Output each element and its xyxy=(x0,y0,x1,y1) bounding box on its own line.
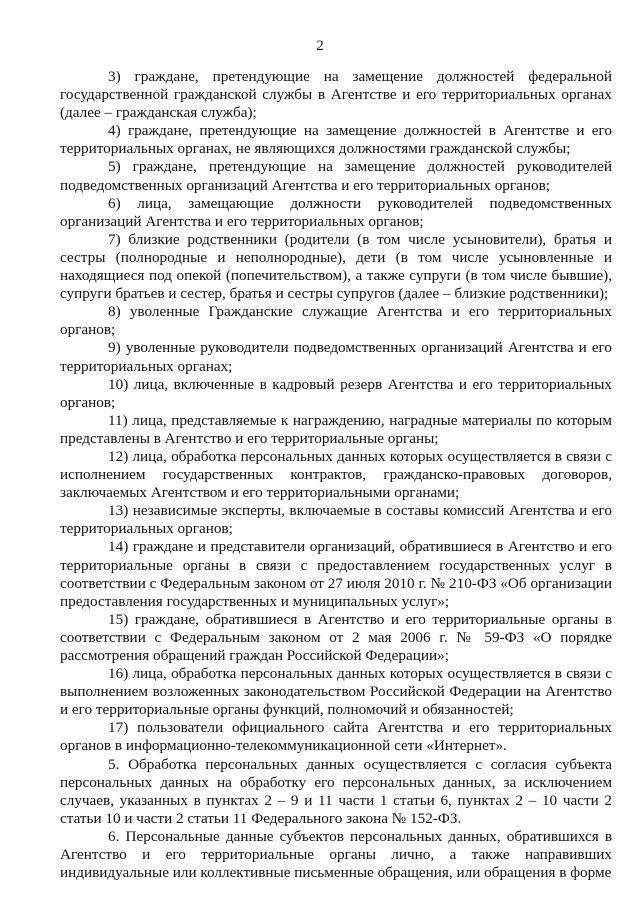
paragraph: 15) граждане, обратившиеся в Агентство и его территориальные органы в соответствии с Федеральным законом от 2 мая 2006 г. № 59-ФЗ «О порядке рассмотрения обращений граждан Российской Федерации»; xyxy=(60,610,612,664)
paragraph: 12) лица, обработка персональных данных которых осуществляется в связи с исполнением государственных контрактов, гражданско-правовых договоров, заключаемых Агентством и его территориальными органами; xyxy=(60,447,612,502)
page-number: 2 xyxy=(316,38,324,54)
paragraph: 10) лица, включенные в кадровый резерв Агентства и его территориальных органов; xyxy=(60,375,612,411)
paragraph: 9) уволенные руководители подведомственных организаций Агентства и его территориальных органах; xyxy=(60,339,612,375)
document-body xyxy=(60,68,612,882)
paragraph: 11) лица, представляемые к награждению, наградные материалы по которым представлены в Агентство и его территориальные органы; xyxy=(60,411,612,447)
paragraph: 5. Обработка персональных данных осуществляется с согласия субъекта персональных данных на обработку его персональных данных, за исключением случаев, указанных в пунктах 2 – 9 и 11 части 1 статьи 6, пунктах 2 – 10 части 2 статьи 10 и части 2 статьи 11 Федерального закона № 152-ФЗ. xyxy=(60,755,612,827)
paragraph: 17) пользователи официального сайта Агентства и его территориальных органов в информационно-телекоммуникационной сети «Интернет». xyxy=(60,719,612,755)
paragraph: 6) лица, замещающие должности руководителей подведомственных организаций Агентства и его территориальных органов; xyxy=(60,194,612,230)
paragraph: 6. Персональные данные субъектов персональных данных, обратившихся в Агентство и его территориальные органы лично, а также направивших индивидуальные или коллективные письменные обращения, или обращения в форме xyxy=(60,827,612,882)
paragraph: 8) уволенные Гражданские служащие Агентства и его территориальных органов; xyxy=(60,303,612,339)
paragraph: 7) близкие родственники (родители (в том числе усыновители), братья и сестры (полнородные и неполнородные), дети (в том числе усыновленные и находящиеся под опекой (попечительством), а также супруги (в том числе бывшие), супруги братьев и сестер, братья и сестры супругов (далее – близкие родственники); xyxy=(60,230,612,303)
paragraph: 3) граждане, претендующие на замещение должностей федеральной государственной гражданской службы в Агентстве и его территориальных органах (далее – гражданская служба); xyxy=(60,68,612,122)
paragraph: 5) граждане, претендующие на замещение должностей руководителей подведомственных организаций Агентства и его территориальных органов; xyxy=(60,158,612,194)
paragraph: 16) лица, обработка персональных данных которых осуществляется в связи с выполнением возложенных законодательством Российской Федерации на Агентство и его территориальные органы функций, полномочий и обязанностей; xyxy=(60,665,612,719)
paragraph: 13) независимые эксперты, включаемые в составы комиссий Агентства и его территориальных органов; xyxy=(60,502,612,538)
paragraph: 14) граждане и представители организаций, обратившиеся в Агентство и его территориальные органы в связи с предоставлением государственных услуг в соответствии с Федеральным законом от 27 июля 2010 г. № 210-ФЗ «Об организации предоставления государственных и муниципальных услуг»; xyxy=(60,538,612,610)
paragraph: 4) граждане, претендующие на замещение должностей в Агентстве и его территориальных органах, не являющихся должностями гражданской службы; xyxy=(60,122,612,158)
